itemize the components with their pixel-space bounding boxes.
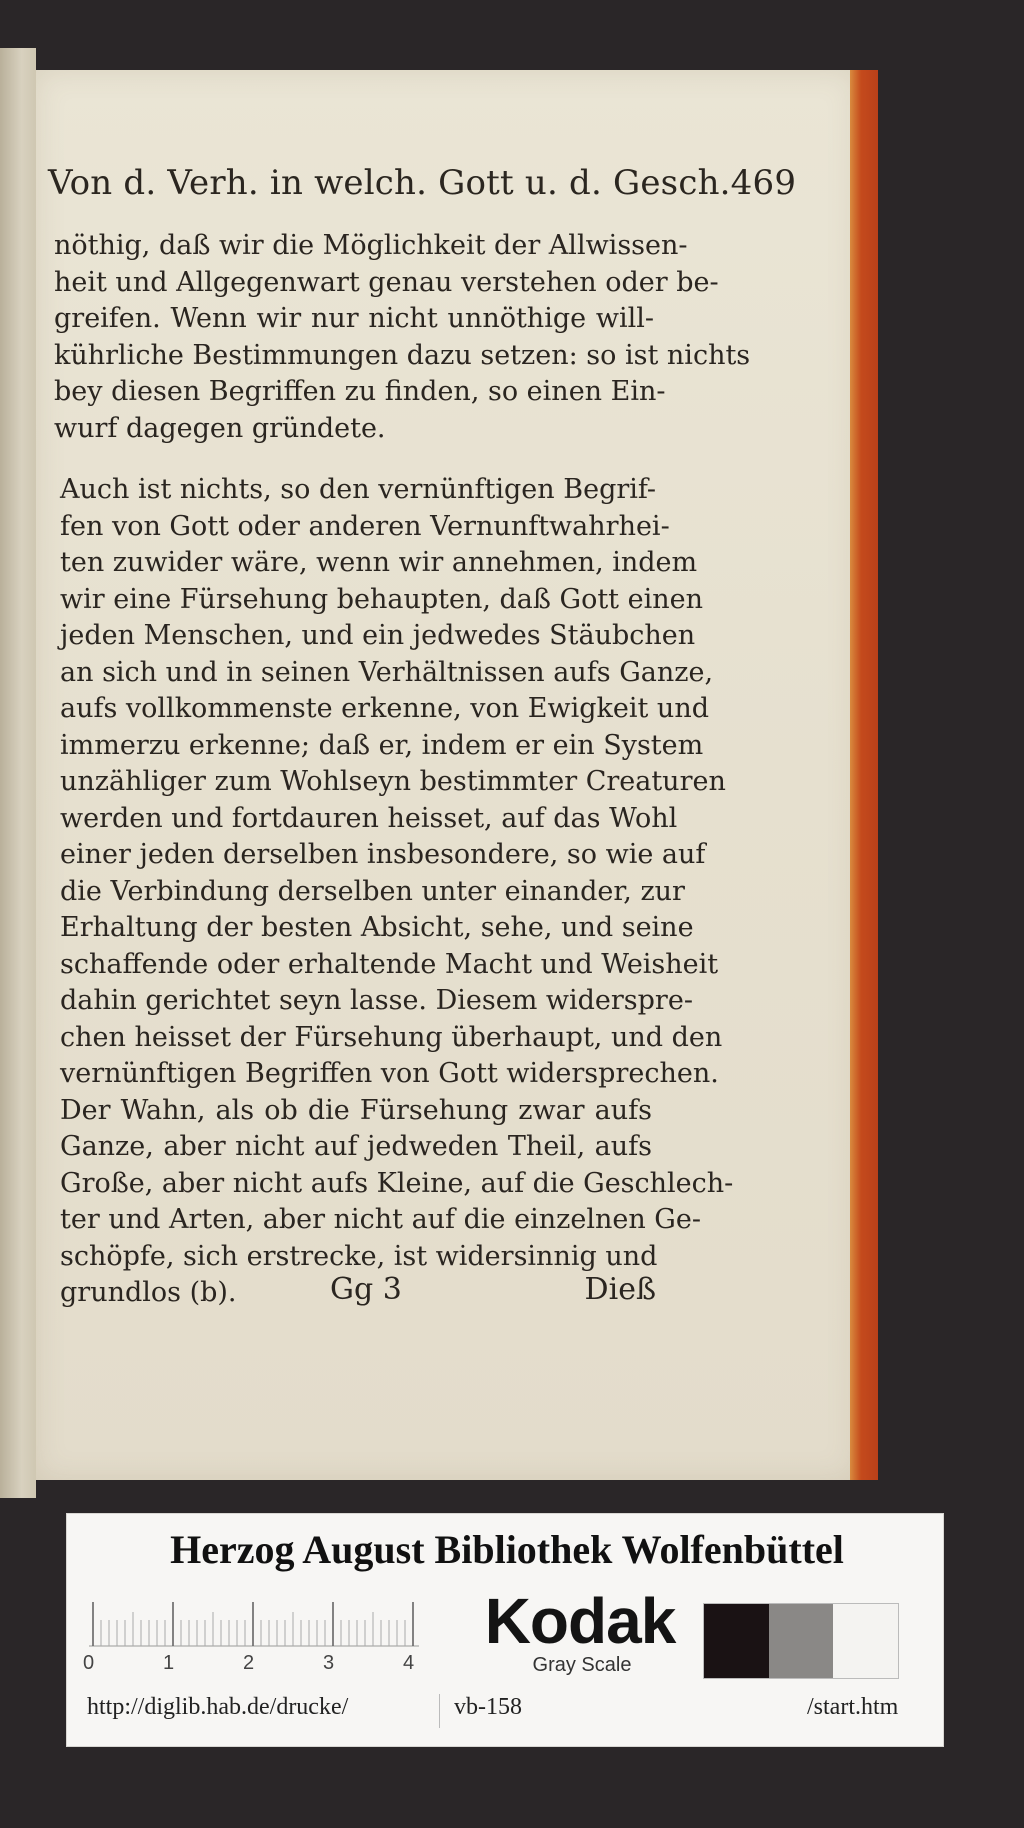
text-line: an sich und in seinen Verhältnissen aufs Ganze,	[60, 656, 714, 688]
gray-swatch	[833, 1604, 898, 1678]
running-head	[48, 160, 797, 206]
ruler-numbers	[83, 1652, 419, 1680]
text-line: Ganze, aber nicht auf jedweden Theil, aufs	[60, 1131, 652, 1162]
text-line: chen heisset der Fürsehung überhaupt, und den	[60, 1021, 723, 1053]
kodak-logo: Kodak	[484, 1585, 676, 1657]
signature-mark: Gg 3	[330, 1272, 402, 1307]
page-edge-red	[850, 70, 878, 1480]
text-line: kührliche Bestimmungen dazu setzen: so ist nichts	[54, 339, 751, 371]
ruler-scale	[89, 1598, 419, 1648]
text-line: schaffende oder erhaltende Macht und Weisheit	[60, 948, 719, 980]
paragraph-2	[60, 472, 734, 1312]
ruler-number: 1	[163, 1652, 175, 1674]
text-line: bey diesen Begriffen zu finden, so einen Ein-	[54, 376, 666, 407]
library-name: Herzog August Bibliothek Wolfenbüttel	[170, 1527, 844, 1572]
ruler-number: 0	[83, 1652, 95, 1674]
running-head-title: Von d. Verh. in welch. Gott u. d. Gesch.	[48, 163, 731, 203]
ruler-number: 4	[403, 1652, 415, 1674]
text-line: unzähliger zum Wohlseyn bestimmter Creaturen	[60, 766, 726, 797]
paragraph-1	[54, 228, 751, 447]
text-line: jeden Menschen, und ein jedwedes Stäubchen	[60, 620, 696, 651]
page-footer	[330, 1272, 656, 1312]
text-line: fen von Gott oder anderen Vernunftwahrhei-	[60, 510, 670, 542]
ruler-number: 3	[323, 1652, 335, 1674]
ruler-number: 2	[243, 1652, 255, 1674]
card-start-link: /start.htm	[807, 1694, 899, 1720]
text-line: vernünftigen Begriffen von Gott widersprechen.	[60, 1058, 719, 1089]
text-line: ter und Arten, aber nicht auf die einzelnen Ge-	[60, 1204, 701, 1235]
text-line: Erhaltung der besten Absicht, sehe, und seine	[60, 912, 694, 943]
text-line: schöpfe, sich erstrecke, ist widersinnig und	[60, 1240, 658, 1272]
text-line: wir eine Fürsehung behaupten, daß Gott einen	[60, 583, 703, 615]
text-line: einer jeden derselben insbesondere, so wie auf	[60, 839, 706, 870]
text-line: immerzu erkenne; daß er, indem er ein System	[60, 729, 704, 761]
text-line: wurf dagegen gründete.	[54, 412, 386, 444]
text-line: aufs vollkommenste erkenne, von Ewigkeit und	[60, 693, 709, 724]
text-line: ten zuwider wäre, wenn wir annehmen, indem	[60, 547, 698, 578]
library-color-card	[66, 1513, 944, 1747]
text-line: die Verbindung derselben unter einander, zur	[60, 875, 685, 907]
gray-swatch	[769, 1604, 834, 1678]
page-number: 469	[730, 163, 797, 203]
text-line: werden und fortdauren heisset, auf das Wohl	[60, 802, 678, 834]
left-page-edge	[0, 48, 36, 1498]
text-line: Auch ist nichts, so den vernünftigen Begrif-	[60, 474, 657, 505]
card-shelfmark: vb-158	[439, 1694, 574, 1728]
card-url: http://diglib.hab.de/drucke/	[87, 1694, 349, 1720]
text-line: dahin gerichtet seyn lasse. Diesem widerspre-	[60, 985, 693, 1016]
text-line: grundlos (b).	[60, 1277, 237, 1308]
text-line: nöthig, daß wir die Möglichkeit der Allwissen-	[54, 230, 688, 261]
gray-swatches	[703, 1603, 899, 1679]
text-line: greifen. Wenn wir nur nicht unnöthige will-	[54, 303, 654, 334]
gray-swatch	[704, 1604, 769, 1678]
gray-scale-label: Gray Scale	[532, 1654, 632, 1676]
catchword: Dieß	[584, 1272, 656, 1307]
text-line: Große, aber nicht aufs Kleine, auf die Geschlech-	[60, 1167, 734, 1199]
text-line: heit und Allgegenwart genau verstehen oder be-	[54, 266, 719, 298]
text-line: Der Wahn, als ob die Fürsehung zwar aufs	[60, 1094, 652, 1126]
